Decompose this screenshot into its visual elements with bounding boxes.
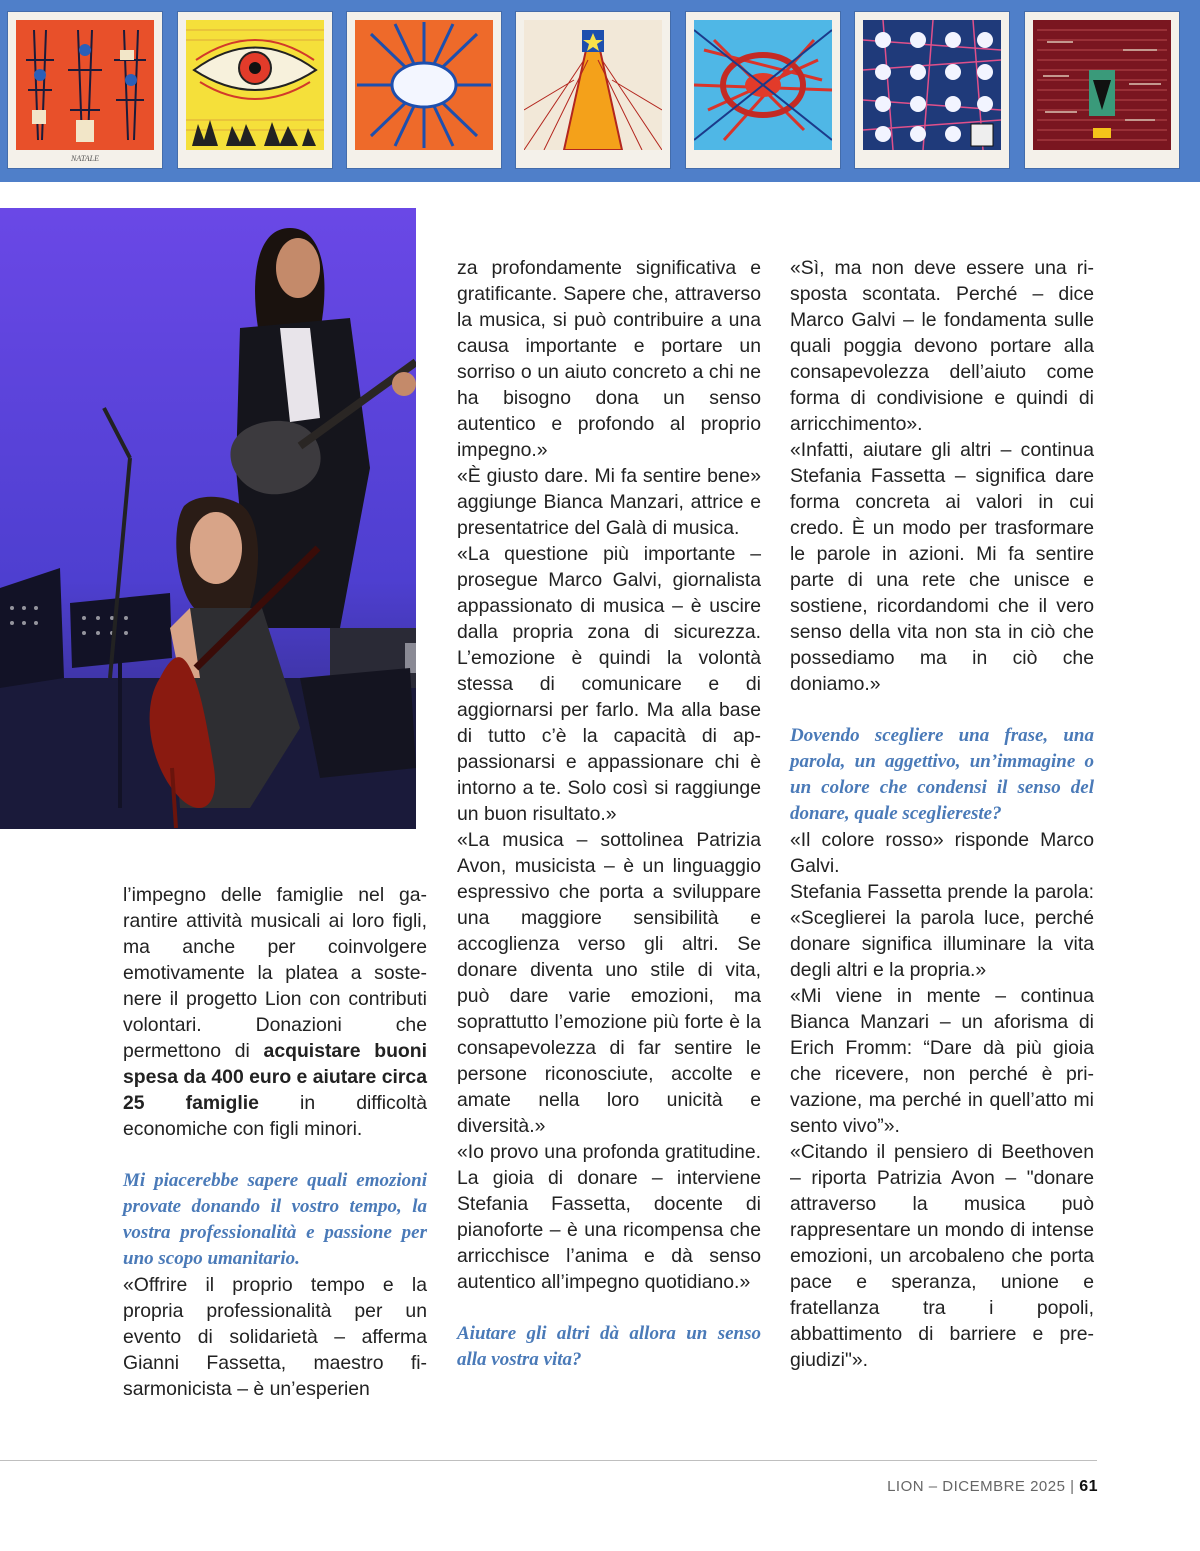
artwork-caption — [186, 154, 324, 164]
artwork-caption — [1033, 154, 1171, 164]
paragraph: «La questione più importante – prosegue Marco Galvi, giornalista appassionato di musica – è uscire dalla propria zona di sicurezza. L’emozione è quindi la volontà stessa di comunicare e di aggiornarsi per farlo. Ma alla base di tutto c’è la capacità di appassionarsi e appassionare chi è intorno a te. Solo così si raggiunge un buon risultato.» — [457, 543, 761, 825]
artwork-sun — [347, 12, 501, 168]
paragraph: za profondamente significativa e gratificante. Sapere che, attraverso la musica, si può contribuire a una causa importante e portare un sorriso o un aiuto concreto a chi ne ha bisogno dona un senso autentico e profondo al proprio impegno.» — [457, 257, 761, 461]
artwork-caption — [524, 154, 662, 164]
page-footer — [887, 1478, 1098, 1496]
interview-question: Aiutare gli altri dà allora un senso alla vostra vita? — [457, 1323, 761, 1370]
paragraph: «La musica – sottolinea Patrizia Avon, musicista – è un linguaggio espressivo che porta a sviluppare una maggiore sensibilità e accoglienza verso gli altri. Se donare diventa uno stile di vita, può dare varie emozioni, ma soprattutto l’emozione più forte è la consapevolezza di far sentire le persone riconosciute, accolte e amate nella loro unicità e diversità.» — [457, 829, 761, 1137]
artwork-strip — [0, 0, 1200, 182]
paragraph: «Sì, ma non deve essere una risposta scontata. Perché – dice Marco Galvi – le fondamenta sulle quali poggia devono portare alla consapevolezza dell’aiuto come forma di condivisione e quindi di arricchimento». — [790, 257, 1094, 435]
artwork-tower — [516, 12, 670, 168]
paragraph: l’impegno delle famiglie nel garantire attività musicali ai loro figli, ma anche per coinvolgere emotivamente la platea a sostenere il progetto Lion con contributi volontari. Donazioni che permettono di acquistare buoni spesa da 400 euro e aiutare circa 25 famiglie in difficoltà economiche con figli minori. — [123, 884, 427, 1140]
paragraph: «Citando il pensiero di Beethoven – riporta Patrizia Avon – "donare attraverso la musica può rappresentare un mondo di intense emozioni, un arcobaleno che porta pace e speranza, unione e fratellanza tra i popoli, abbattimento di barriere e pregiudizi"». — [790, 1141, 1094, 1371]
paragraph: «Infatti, aiutare gli altri – continua Stefania Fassetta – significa dare forma concreta ai valori in cui credo. È un modo per trasformare le parole in azioni. Mi fa sentire parte di una rete che unisce e sostiene, ricordandomi che il vero senso della vita non sta in ciò che possediamo ma in ciò che doniamo.» — [790, 439, 1094, 695]
interview-question: Dovendo scegliere una frase, una parola, un aggettivo, un’immagine o un colore che condensi il senso del donare, quale scegliereste? — [790, 725, 1094, 824]
footer-label: LION – DICEMBRE 2025 | — [887, 1478, 1075, 1495]
column-2 — [457, 255, 761, 1373]
artwork-totems — [8, 12, 162, 168]
artwork-eye — [178, 12, 332, 168]
column-1 — [123, 882, 427, 1402]
artwork-text — [1025, 12, 1179, 168]
artwork-caption — [355, 154, 493, 164]
bold-highlight: acquistare buoni spesa da 400 euro e aiutare circa 25 famiglie — [123, 1040, 427, 1114]
concert-photo — [0, 208, 416, 829]
artwork-caption: NATALE — [70, 154, 99, 163]
artwork-dots — [855, 12, 1009, 168]
column-3 — [790, 255, 1094, 1373]
footer-rule — [0, 1460, 1097, 1461]
paragraph: «Offrire il proprio tempo e la propria professionalità per un evento di solidarietà – afferma Gianni Fassetta, maestro fisarmonicista – è un’esperien — [123, 1274, 427, 1400]
paragraph: Stefania Fassetta prende la parola: «Sceglierei la parola luce, perché donare significa illuminare la vita degli altri e la propria.» — [790, 881, 1094, 981]
paragraph: «Io provo una profonda gratitudine. La gioia di donare – interviene Stefania Fassetta, docente di pianoforte – è una ricompensa che arricchisce l’anima e dà senso autentico all’impegno quotidiano.» — [457, 1141, 761, 1293]
paragraph: «È giusto dare. Mi fa sentire bene» aggiunge Bianca Manzari, attrice e presentatrice del Galà di musica. — [457, 465, 761, 539]
artwork-nest — [686, 12, 840, 168]
artwork-caption — [863, 154, 1001, 164]
interview-question: Mi piacerebbe sapere quali emozioni provate donando il vostro tempo, la vostra professionalità e passione per uno scopo umanitario. — [123, 1170, 427, 1269]
page-number: 61 — [1079, 1478, 1098, 1495]
artwork-caption — [694, 154, 832, 164]
paragraph: «Il colore rosso» risponde Marco Galvi. — [790, 829, 1094, 877]
paragraph: «Mi viene in mente – continua Bianca Manzari – un aforisma di Erich Fromm: “Dare dà più gioia che ricevere, non perché è privazione, ma perché in quell’atto mi sento vivo”». — [790, 985, 1094, 1137]
